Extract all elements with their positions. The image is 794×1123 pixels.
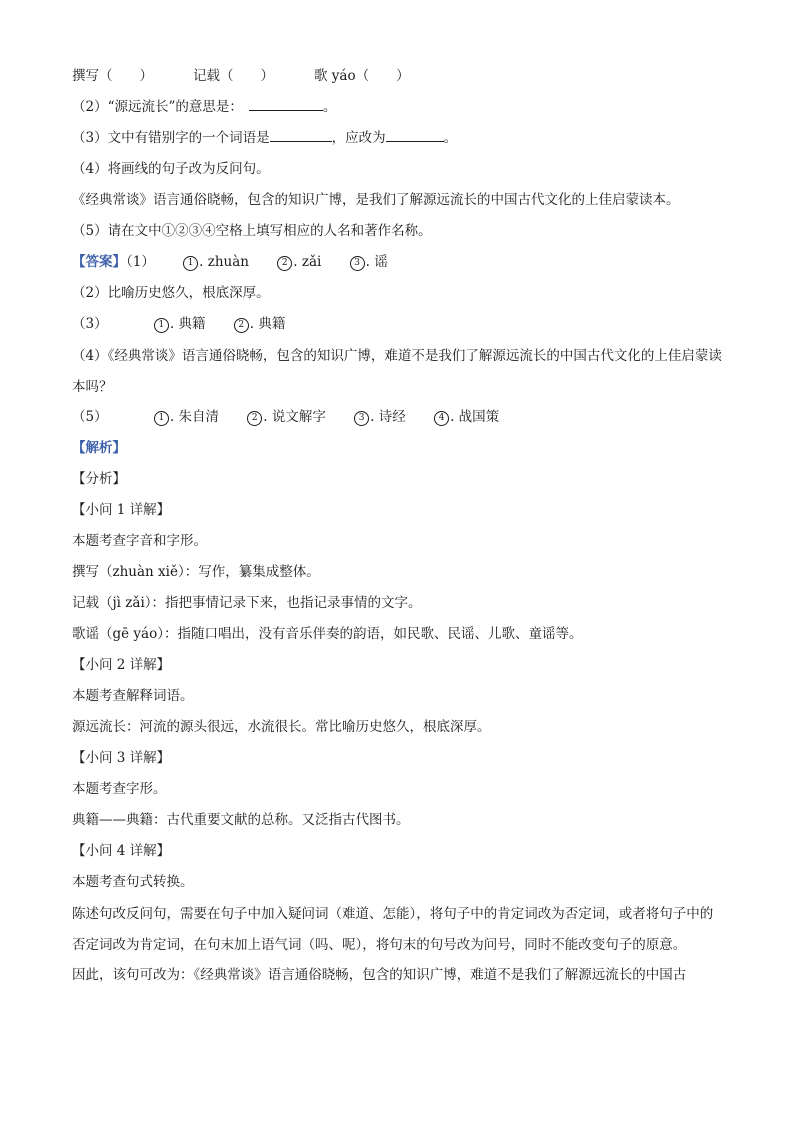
section-1-heading: 【小问 1 详解】 xyxy=(72,502,171,518)
answer-3: （3） 1 . 典籍 2 . 典籍 xyxy=(72,316,286,332)
circled-number: 2 xyxy=(277,256,292,271)
pinyin-blank-2: （ ） xyxy=(220,68,274,84)
document-page xyxy=(72,62,724,992)
section-1-line: 歌谣（gē yáo）：指随口唱出，没有音乐伴奏的韵语，如民歌、民谣、儿歌、童谣等。 xyxy=(72,626,583,642)
circled-number: 1 xyxy=(183,256,198,271)
section-1-line: 记载（jì zǎi）：指把事情记录下来，也指记录事情的文字。 xyxy=(72,595,422,611)
word-jizai: 记载 xyxy=(193,68,220,84)
circled-number: 3 xyxy=(354,411,369,426)
word-geyao: 歌 yáo xyxy=(314,68,356,84)
question-4: （4）将画线的句子改为反问句。 xyxy=(72,161,270,177)
answer-4: （4）《经典常谈》语言通俗晓畅，包含的知识广博，难道不是我们了解源远流长的中国古代文化的上佳启蒙读本吗？ xyxy=(72,348,722,395)
circled-number: 2 xyxy=(234,318,249,333)
circled-number: 3 xyxy=(350,256,365,271)
section-4-last-line: 因此，该句可改为：《经典常谈》语言通俗晓畅，包含的知识广博，难道不是我们了解源远流长的中国古 xyxy=(72,967,687,983)
question-2: （2）“源远流长”的意思是： 。 xyxy=(72,93,724,124)
section-3-line: 典籍——典籍：古代重要文献的总称。又泛指古代图书。 xyxy=(72,812,410,828)
circled-number: 4 xyxy=(434,411,449,426)
section-4-heading: 【小问 4 详解】 xyxy=(72,843,171,859)
fenxi-heading: 【分析】 xyxy=(72,471,126,487)
section-1-intro: 本题考查字音和字形。 xyxy=(72,533,207,549)
section-3-heading: 【小问 3 详解】 xyxy=(72,750,171,766)
answer-blank xyxy=(270,127,332,142)
answer-5: （5） 1 . 朱自清 2 . 说文解字 3 . 诗经 4 . 战国策 xyxy=(72,409,500,425)
answer-blank xyxy=(386,127,444,142)
char-blank-3: （ ） xyxy=(355,68,410,84)
section-2-line: 源远流长：河流的源头很远，水流很长。常比喻历史悠久，根底深厚。 xyxy=(72,719,491,735)
circled-number: 1 xyxy=(154,318,169,333)
underlined-sentence: 《经典常谈》语言通俗晓畅，包含的知识广博，是我们了解源远流长的中国古代文化的上佳启蒙读本。 xyxy=(72,192,680,208)
answer-2: （2）比喻历史悠久，根底深厚。 xyxy=(72,285,270,301)
pinyin-blank-1: （ ） xyxy=(99,68,153,84)
answer-tag: 【答案】 xyxy=(72,254,126,270)
q1-words-line xyxy=(72,62,724,93)
section-4-paragraph: 陈述句改反问句，需要在句子中加入疑问词（难道、怎能），将句子中的肯定词改为否定词，或者将句子中的否定词改为肯定词，在句末加上语气词（吗、呢），将句末的句号改为问号，同时不能改变句子的原意。 xyxy=(72,906,714,953)
circled-number: 1 xyxy=(154,411,169,426)
answer-1: 【答案】（1） 1 . zhuàn 2 . zǎi 3 . 谣 xyxy=(72,254,388,270)
question-3: （3）文中有错别字的一个词语是 ，应改为 。 xyxy=(72,124,724,155)
answer-blank xyxy=(249,96,323,111)
section-2-intro: 本题考查解释词语。 xyxy=(72,688,194,704)
section-1-line: 撰写（zhuàn xiě）：写作，纂集成整体。 xyxy=(72,564,320,580)
word-zhuanxie: 撰写 xyxy=(72,68,99,84)
section-3-intro: 本题考查字形。 xyxy=(72,781,167,797)
circled-number: 2 xyxy=(247,411,262,426)
section-4-intro: 本题考查句式转换。 xyxy=(72,874,194,890)
analysis-tag: 【解析】 xyxy=(72,440,126,456)
section-2-heading: 【小问 2 详解】 xyxy=(72,657,171,673)
question-5: （5）请在文中①②③④空格上填写相应的人名和著作名称。 xyxy=(72,223,432,239)
